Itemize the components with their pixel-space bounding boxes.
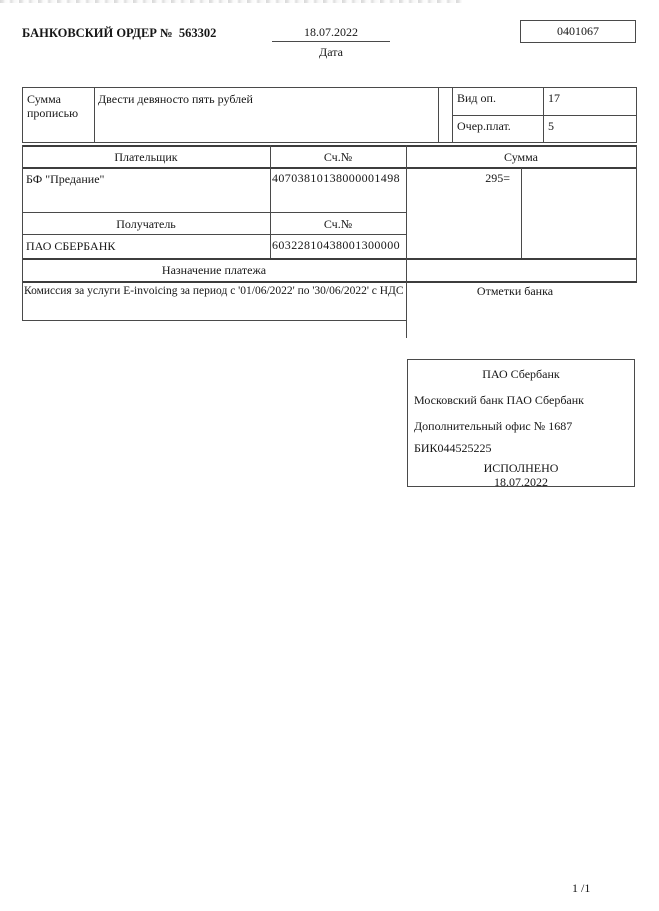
recipient-account-column-header: Сч.№: [323, 217, 353, 231]
sum-value: 295=: [485, 171, 510, 185]
sum-column-header: Сумма: [504, 150, 538, 164]
form-code-box: [520, 20, 636, 43]
payer-account-number: 40703810138000001498: [272, 171, 400, 185]
bank-marks-header: Отметки банка: [476, 284, 554, 298]
recipient-row-bottom-border: [22, 258, 637, 260]
priority-value: 5: [548, 119, 554, 133]
op-type-row-divider: [452, 115, 637, 116]
page-number: 1 /1: [572, 881, 591, 895]
payer-table-left-border: [22, 145, 23, 320]
payer-row-bottom-border: [22, 212, 406, 213]
order-number: 563302: [178, 26, 217, 40]
payer-table-top-border: [22, 145, 637, 147]
date-underline: [272, 41, 390, 42]
payer-table-right-border: [636, 145, 637, 281]
amount-table-top-border: [22, 87, 637, 88]
payer-account-column-header: Сч.№: [323, 150, 353, 164]
date-caption: Дата: [319, 45, 343, 59]
amount-in-words-value: Двести девяносто пять рублей: [98, 92, 253, 106]
amount-in-words-label: [27, 92, 91, 120]
purpose-header-underline: [22, 281, 637, 283]
payer-column-header: Плательщик: [114, 150, 178, 164]
amount-label-line1: Сумма: [27, 92, 61, 106]
stamp-status-date: 18.07.2022: [494, 475, 548, 489]
amount-table-left-border: [22, 87, 23, 143]
date-value: 18.07.2022: [304, 25, 358, 39]
op-type-label: Вид оп.: [457, 91, 496, 105]
priority-label: Очер.плат.: [457, 119, 511, 133]
bank-stamp-box: [407, 359, 635, 487]
stamp-office: Дополнительный офис № 1687: [414, 419, 573, 433]
purpose-row-bottom-border: [22, 320, 406, 321]
amount-words-divider: [438, 87, 439, 143]
stamp-bank-name: ПАО Сбербанк: [482, 367, 560, 381]
recipient-name: ПАО СБЕРБАНК: [26, 239, 116, 253]
stamp-bik: БИК044525225: [414, 441, 492, 455]
stamp-branch: Московский банк ПАО Сбербанк: [414, 393, 585, 407]
payer-header-underline: [22, 167, 637, 169]
purpose-text: Комиссия за услуги E-invoicing за период с '01/06/2022' по '30/06/2022' с НДС: [24, 285, 404, 297]
document-title: [22, 26, 216, 40]
form-code: 0401067: [557, 24, 599, 38]
amount-label-divider: [94, 87, 95, 143]
recipient-column-header: Получатель: [116, 217, 176, 231]
amount-label-line2: прописью: [27, 106, 79, 120]
recipient-account-number: 60322810438001300000: [272, 238, 400, 252]
amount-table-bottom-border: [22, 142, 637, 143]
recipient-header-underline: [22, 234, 406, 235]
op-type-value: 17: [548, 91, 560, 105]
clipped-scan-artifact: [0, 0, 462, 3]
payer-name: БФ "Предание": [26, 172, 105, 186]
sum-inner-divider: [521, 168, 522, 258]
stamp-status: ИСПОЛНЕНО: [483, 461, 559, 475]
document-title-label: БАНКОВСКИЙ ОРДЕР №: [22, 26, 173, 40]
purpose-header: Назначение платежа: [161, 263, 267, 277]
